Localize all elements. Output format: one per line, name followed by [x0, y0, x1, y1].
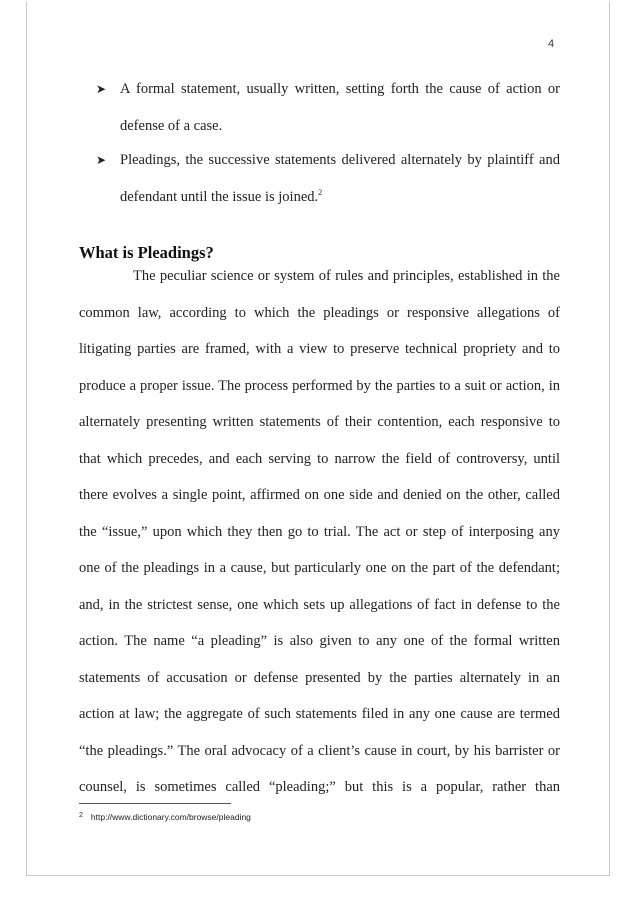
footnote-reference: 2 — [318, 188, 323, 197]
bullet-text-content: Pleadings, the successive statements delivered alternately by plaintiff and defendant until the issue is joined. — [120, 152, 560, 205]
footnote — [79, 812, 251, 822]
body-paragraph — [79, 258, 560, 806]
footnote-link[interactable]: http://www.dictionary.com/browse/pleading — [90, 812, 251, 822]
section-heading: What is Pleadings? — [79, 243, 214, 262]
bullet-text — [120, 142, 560, 216]
footnote-mark: 2 — [79, 812, 83, 819]
bullet-item — [98, 142, 560, 216]
footnote-divider — [79, 803, 231, 804]
page-number: 4 — [548, 38, 555, 50]
body-text: The peculiar science or system of rules and principles, established in the common law, according to which the pleadings or responsive allegations of litigating parties are framed, with a view to preserve technical propriety and to produce a proper issue. The process performed by the parties to a suit or action, in alternately presenting written statements of their contention, each responsive to that which precedes, and each serving to narrow the field of controversy, until there evolves a single point, affirmed on one side and denied on the other, called the “issue,” upon which they then go to trial. The act or step of interposing any one of the pleadings in a cause, but particularly one on the part of the defendant; and, in the strictest sense, one which sets up allegations of fact in defense to the action. The name “a pleading” is also given to any one of the formal written statements of accusation or defense presented by the parties alternately in an action at law; the aggregate of such statements filed in any one cause are termed “the pleadings.” The oral advocacy of a client’s cause in court, by his barrister or counsel, is sometimes called “pleading;” but this is a popular, rather than — [79, 268, 560, 795]
arrow-bullet-icon: ➤ — [96, 153, 107, 167]
bullet-text: A formal statement, usually written, setting forth the cause of action or defense of a case. — [120, 81, 560, 134]
bullet-item — [98, 71, 560, 145]
arrow-bullet-icon: ➤ — [96, 82, 107, 96]
